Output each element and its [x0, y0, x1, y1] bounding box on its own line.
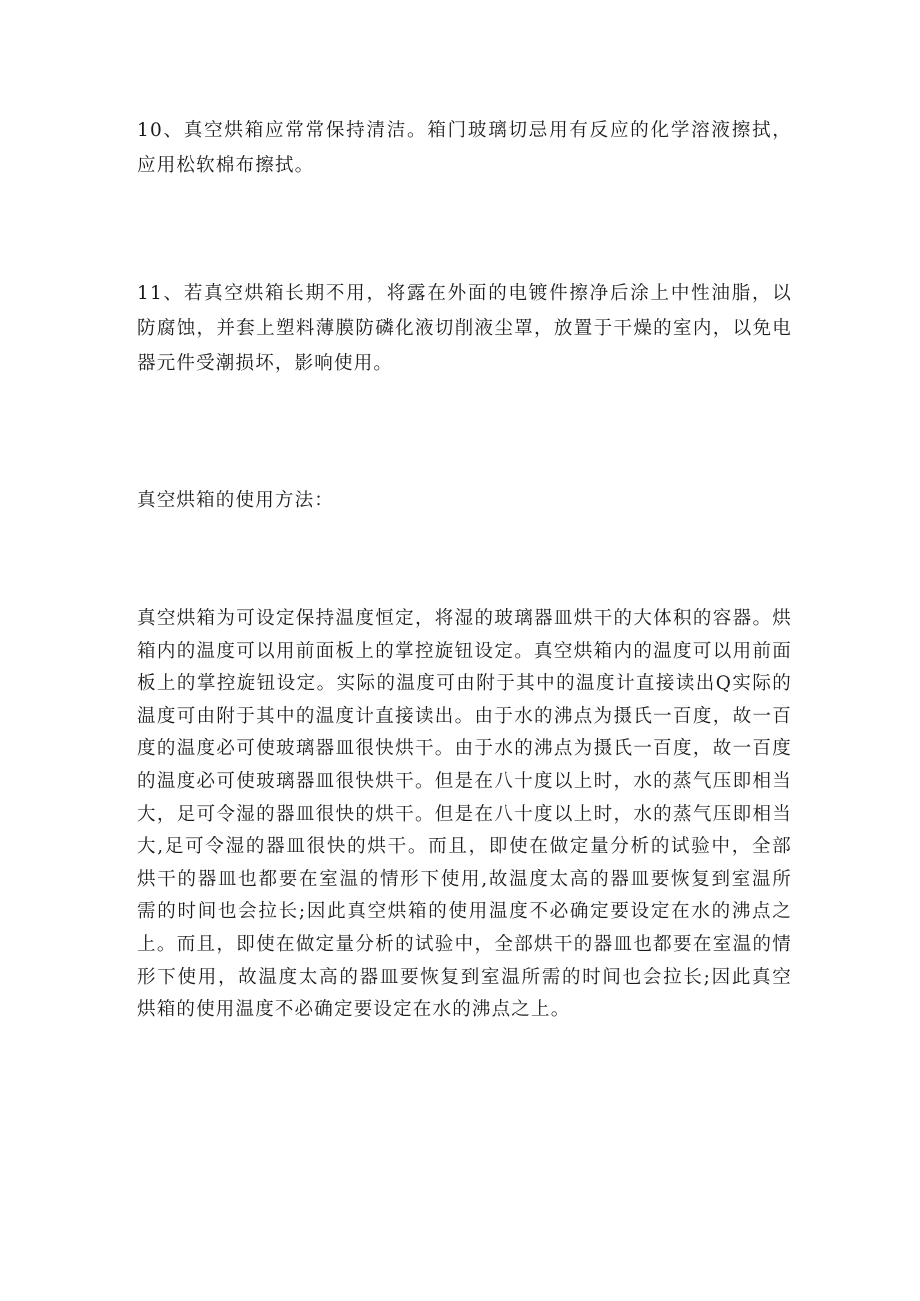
paragraph-usage-body: 真空烘箱为可设定保持温度恒定，将湿的玻璃器皿烘干的大体积的容器。烘箱内的温度可以用前面板上的掌控旋钮设定。真空烘箱内的温度可以用前面板上的掌控旋钮设定。实际的温度可由附于其中的温度计直接读出Q实际的温度可由附于其中的温度计直接读出。由于水的沸点为摄氏一百度，故一百度的温度必可使玻璃器皿很快烘干。由于水的沸点为摄氏一百度，故一百度的温度必可使玻璃器皿很快烘干。但是在八十度以上时，水的蒸气压即相当大，足可令湿的器皿很快的烘干。但是在八十度以上时，水的蒸气压即相当大,足可令湿的器皿很快的烘干。而且，即使在做定量分析的试验中，全部烘干的器皿也都要在室温的情形下使用,故温度太高的器皿要恢复到室温所需的时间也会拉长;因此真空烘箱的使用温度不必确定要设定在水的沸点之上。而且，即使在做定量分析的试验中，全部烘干的器皿也都要在室温的情形下使用，故温度太高的器皿要恢复到室温所需的时间也会拉长;因此真空烘箱的使用温度不必确定要设定在水的沸点之上。: [137, 608, 792, 1021]
paragraph-item-10: 10、真空烘箱应常常保持清洁。箱门玻璃切忌用有反应的化学溶液擦拭，应用松软棉布擦拭。: [137, 120, 792, 176]
paragraph-item-11: 11、若真空烘箱长期不用，将露在外面的电镀件擦净后涂上中性油脂，以防腐蚀，并套上塑料薄膜防磷化液切削液尘罩，放置于干燥的室内，以免电器元件受潮损坏，影响使用。: [137, 283, 792, 374]
section-heading-usage: 真空烘箱的使用方法：: [137, 490, 335, 511]
